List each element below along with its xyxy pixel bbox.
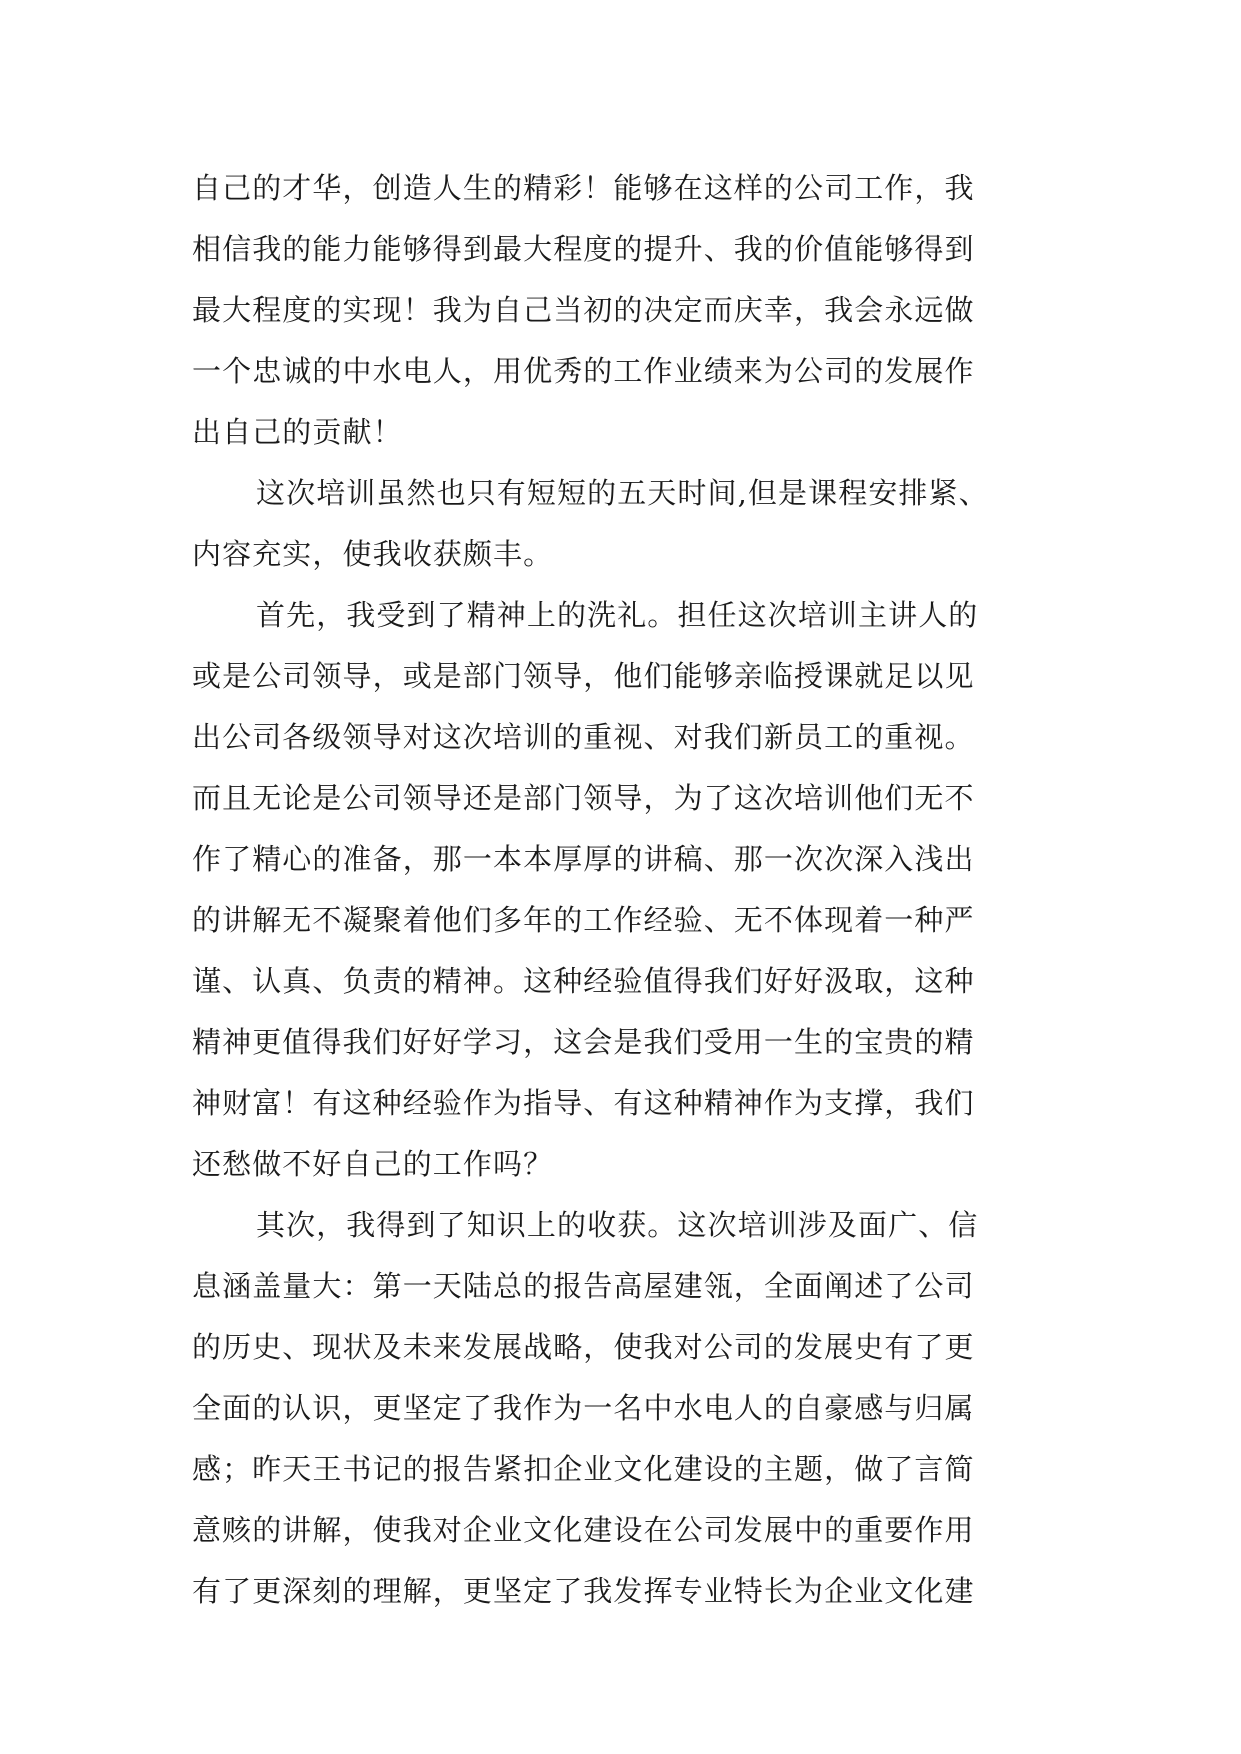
text-line: 作了精心的准备，那一本本厚厚的讲稿、那一次次深入浅出 [192, 842, 975, 876]
text-line: 还愁做不好自己的工作吗？ [192, 1147, 554, 1181]
text-line: 的历史、现状及未来发展战略，使我对公司的发展史有了更 [192, 1330, 975, 1364]
text-line: 全面的认识，更坚定了我作为一名中水电人的自豪感与归属 [192, 1391, 975, 1425]
text-line: 意赅的讲解，使我对企业文化建设在公司发展中的重要作用 [192, 1513, 975, 1547]
text-line: 神财富！有这种经验作为指导、有这种精神作为支撑，我们 [192, 1086, 975, 1120]
text-line: 谨、认真、负责的精神。这种经验值得我们好好汲取，这种 [192, 964, 975, 998]
document-body [192, 158, 1072, 1622]
text-line: 相信我的能力能够得到最大程度的提升、我的价值能够得到 [192, 232, 975, 266]
text-line: 自己的才华，创造人生的精彩！能够在这样的公司工作，我 [192, 171, 975, 205]
text-line: 内容充实，使我收获颇丰。 [192, 537, 554, 571]
paragraph-start-line: 首先，我受到了精神上的洗礼。担任这次培训主讲人的 [256, 598, 979, 632]
text-line: 或是公司领导，或是部门领导，他们能够亲临授课就足以见 [192, 659, 975, 693]
text-line: 最大程度的实现！我为自己当初的决定而庆幸，我会永远做 [192, 293, 975, 327]
text-line: 出公司各级领导对这次培训的重视、对我们新员工的重视。 [192, 720, 975, 754]
text-line: 有了更深刻的理解，更坚定了我发挥专业特长为企业文化建 [192, 1574, 975, 1608]
text-line: 而且无论是公司领导还是部门领导，为了这次培训他们无不 [192, 781, 975, 815]
paragraph-start-line: 这次培训虽然也只有短短的五天时间,但是课程安排紧、 [256, 476, 989, 510]
text-line: 精神更值得我们好好学习，这会是我们受用一生的宝贵的精 [192, 1025, 975, 1059]
text-line: 息涵盖量大：第一天陆总的报告高屋建瓴，全面阐述了公司 [192, 1269, 975, 1303]
text-line: 的讲解无不凝聚着他们多年的工作经验、无不体现着一种严 [192, 903, 975, 937]
paragraph-start-line: 其次，我得到了知识上的收获。这次培训涉及面广、信 [256, 1208, 979, 1242]
text-line: 感；昨天王书记的报告紧扣企业文化建设的主题，做了言简 [192, 1452, 975, 1486]
text-line: 出自己的贡献！ [192, 415, 403, 449]
text-line: 一个忠诚的中水电人，用优秀的工作业绩来为公司的发展作 [192, 354, 975, 388]
